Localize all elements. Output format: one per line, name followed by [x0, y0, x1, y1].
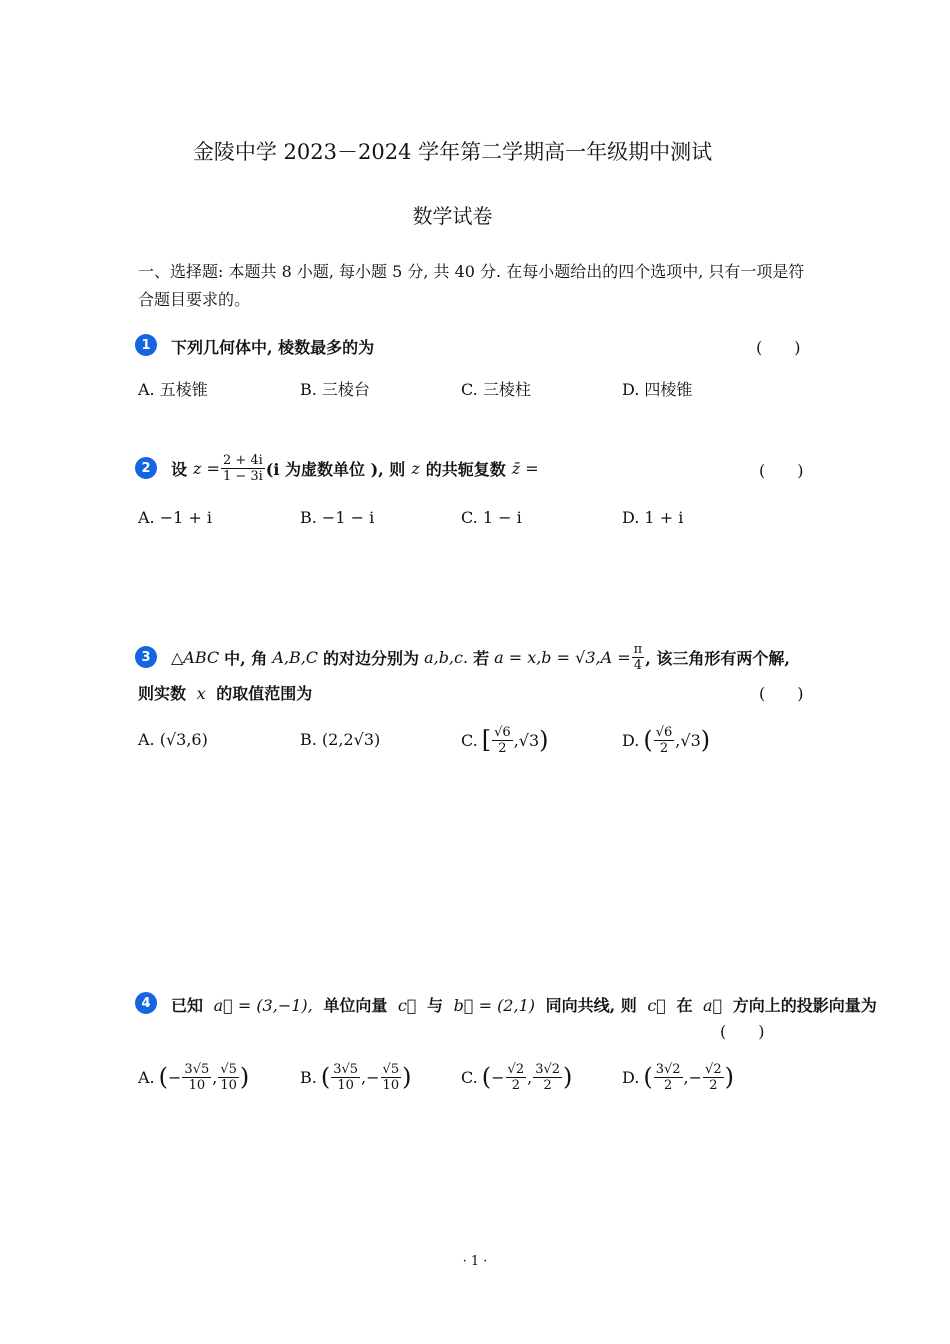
minus-sign: −: [491, 1067, 505, 1087]
q3-text-a: △ABC: [171, 647, 220, 667]
question-number-badge: 2: [135, 457, 157, 479]
q2-text-f: z̄ =: [511, 458, 539, 478]
page-number: · 1 ·: [462, 1254, 488, 1269]
fraction: [654, 725, 675, 756]
q2-text-d: z: [411, 458, 420, 478]
option-c[interactable]: [461, 720, 549, 760]
fraction-numerator: √2: [507, 1061, 525, 1077]
q3-text-d: 的对边分别为: [323, 648, 420, 668]
fraction: [703, 1062, 724, 1093]
fraction-denominator: 2: [511, 1077, 520, 1093]
option-a[interactable]: A. −1 + i: [138, 508, 213, 527]
comma: ,: [683, 1067, 689, 1087]
minus-sign: −: [168, 1067, 182, 1087]
fraction-numerator: √5: [382, 1061, 400, 1077]
q4-text-j: a⃗: [703, 996, 723, 1015]
fraction: [533, 1062, 562, 1093]
option-label: C.: [461, 1067, 478, 1087]
fraction-denominator: 10: [337, 1077, 354, 1093]
q4-text-h: c⃗: [647, 996, 666, 1015]
fraction-denominator: 2: [659, 740, 669, 756]
option-b[interactable]: [300, 1057, 411, 1097]
option-label: D.: [622, 1067, 640, 1087]
option-d[interactable]: D. 1 + i: [622, 508, 684, 527]
fraction-numerator: 2 + 4i: [222, 452, 263, 468]
comma: ,: [212, 1067, 218, 1087]
fraction-denominator: 2: [709, 1077, 718, 1093]
q4-text-c: 单位向量: [323, 996, 388, 1015]
answer-paren: ( ): [759, 461, 804, 480]
bracket-left: [: [481, 726, 492, 754]
paren-left: (: [158, 1063, 169, 1091]
fraction: [654, 1062, 683, 1093]
fraction-denominator: 10: [220, 1077, 237, 1093]
fraction: [381, 1062, 402, 1093]
q2-text-a: 设: [171, 459, 188, 479]
q4-text-i: 在: [676, 996, 693, 1015]
paren-left: (: [643, 1063, 653, 1091]
fraction-denominator: 10: [188, 1077, 206, 1093]
fraction-numerator: √5: [220, 1061, 237, 1077]
option-a[interactable]: A. 五棱锥: [138, 380, 208, 399]
question-number-badge: 1: [135, 334, 157, 356]
option-c[interactable]: C. 三棱柱: [461, 380, 531, 399]
paren-right: ): [239, 1063, 250, 1091]
q4-text-e: 与: [427, 996, 444, 1015]
option-label: D.: [622, 730, 640, 750]
question-3-text: [171, 637, 790, 677]
fraction-numerator: 3√2: [535, 1061, 561, 1077]
fraction: [221, 453, 265, 484]
option-tail: ,√3: [513, 730, 540, 750]
option-d[interactable]: [622, 1057, 734, 1097]
fraction: [182, 1062, 211, 1093]
option-a[interactable]: A. (√3,6): [138, 730, 208, 749]
q3-line2-a: 则实数: [138, 684, 187, 703]
question-3-text-line2: [138, 681, 312, 704]
comma: ,: [527, 1067, 533, 1087]
q2-text-b: z =: [193, 458, 220, 478]
answer-paren: ( ): [759, 684, 804, 703]
answer-paren: ( ): [720, 1022, 765, 1041]
paren-right: ): [724, 1063, 734, 1091]
bracket-right: ): [700, 726, 711, 754]
q3-text-g: a = x,b = √3,A =: [494, 647, 631, 667]
fraction-denominator: 2: [498, 740, 507, 756]
q3-text-b: 中, 角: [224, 648, 268, 668]
q3-line2-b: x: [196, 684, 206, 703]
fraction: [506, 1062, 527, 1093]
question-1-text: 下列几何体中, 棱数最多的为: [171, 338, 375, 357]
q4-text-b: a⃗ = (3,−1),: [213, 996, 313, 1015]
option-c[interactable]: C. 1 − i: [461, 508, 522, 527]
option-label: A.: [138, 1067, 155, 1087]
fraction-denominator: 4: [633, 657, 643, 673]
option-d[interactable]: D. 四棱锥: [622, 380, 693, 399]
q2-text-c: (i 为虚数单位 ), 则: [265, 459, 406, 479]
paren-right: ): [402, 1063, 412, 1091]
fraction: [492, 725, 513, 756]
fraction: [331, 1062, 360, 1093]
q3-text-e: a,b,c.: [424, 647, 469, 667]
q3-line2-c: 的取值范围为: [216, 684, 313, 703]
fraction: [632, 642, 645, 673]
bracket-left: (: [643, 726, 653, 754]
exam-subtitle: 数学试卷: [412, 204, 493, 228]
q4-text-f: b⃗ = (2,1): [453, 996, 535, 1015]
option-label: B.: [300, 1067, 317, 1087]
fraction-numerator: 3√2: [655, 1061, 681, 1077]
fraction-numerator: √2: [705, 1061, 722, 1077]
question-number-badge: 4: [135, 992, 157, 1014]
paren-right: ): [563, 1063, 573, 1091]
option-a[interactable]: [138, 1057, 249, 1097]
exam-title: 金陵中学 2023－2024 学年第二学期高一年级期中测试: [192, 140, 713, 164]
fraction-numerator: 3√5: [333, 1061, 359, 1077]
fraction-denominator: 2: [663, 1077, 673, 1093]
fraction-numerator: √6: [655, 724, 673, 740]
option-label: C.: [461, 730, 478, 750]
fraction-denominator: 2: [543, 1077, 552, 1093]
option-b[interactable]: B. 三棱台: [300, 380, 370, 399]
section-intro: 一、选择题: 本题共 8 小题, 每小题 5 分, 共 40 分. 在每小题给出的四个选项中, 只有一项是符合题目要求的。: [138, 262, 805, 309]
question-4-text: [171, 993, 877, 1016]
minus-sign: −: [688, 1067, 703, 1087]
q4-text-k: 方向上的投影向量为: [732, 996, 877, 1015]
q2-text-e: 的共轭复数: [425, 459, 506, 479]
q3-text-f: 若: [473, 648, 490, 668]
paren-left: (: [481, 1063, 492, 1091]
fraction-numerator: 3√5: [184, 1061, 210, 1077]
q4-text-g: 同向共线, 则: [545, 996, 637, 1015]
option-c[interactable]: [461, 1057, 572, 1097]
fraction-denominator: 1 − 3i: [222, 468, 263, 484]
fraction-numerator: π: [633, 641, 643, 657]
q4-text-d: c⃗: [397, 996, 417, 1015]
bracket-right: ): [539, 726, 549, 754]
option-d[interactable]: [622, 720, 710, 760]
fraction-denominator: 10: [382, 1077, 400, 1093]
fraction-numerator: √6: [494, 724, 511, 740]
question-number-badge: 3: [135, 646, 157, 668]
q3-text-h: , 该三角形有两个解,: [645, 648, 790, 668]
option-b[interactable]: B. −1 − i: [300, 508, 375, 527]
q3-text-c: A,B,C: [272, 647, 319, 667]
fraction: [218, 1062, 239, 1093]
option-tail: ,√3: [675, 730, 701, 750]
paren-left: (: [320, 1063, 331, 1091]
comma: ,: [361, 1067, 367, 1087]
minus-sign: −: [366, 1067, 380, 1087]
answer-paren: ( ): [756, 338, 801, 357]
option-b[interactable]: B. (2,2√3): [300, 730, 381, 749]
q4-text-a: 已知: [171, 996, 204, 1015]
question-2-text: [171, 448, 539, 488]
